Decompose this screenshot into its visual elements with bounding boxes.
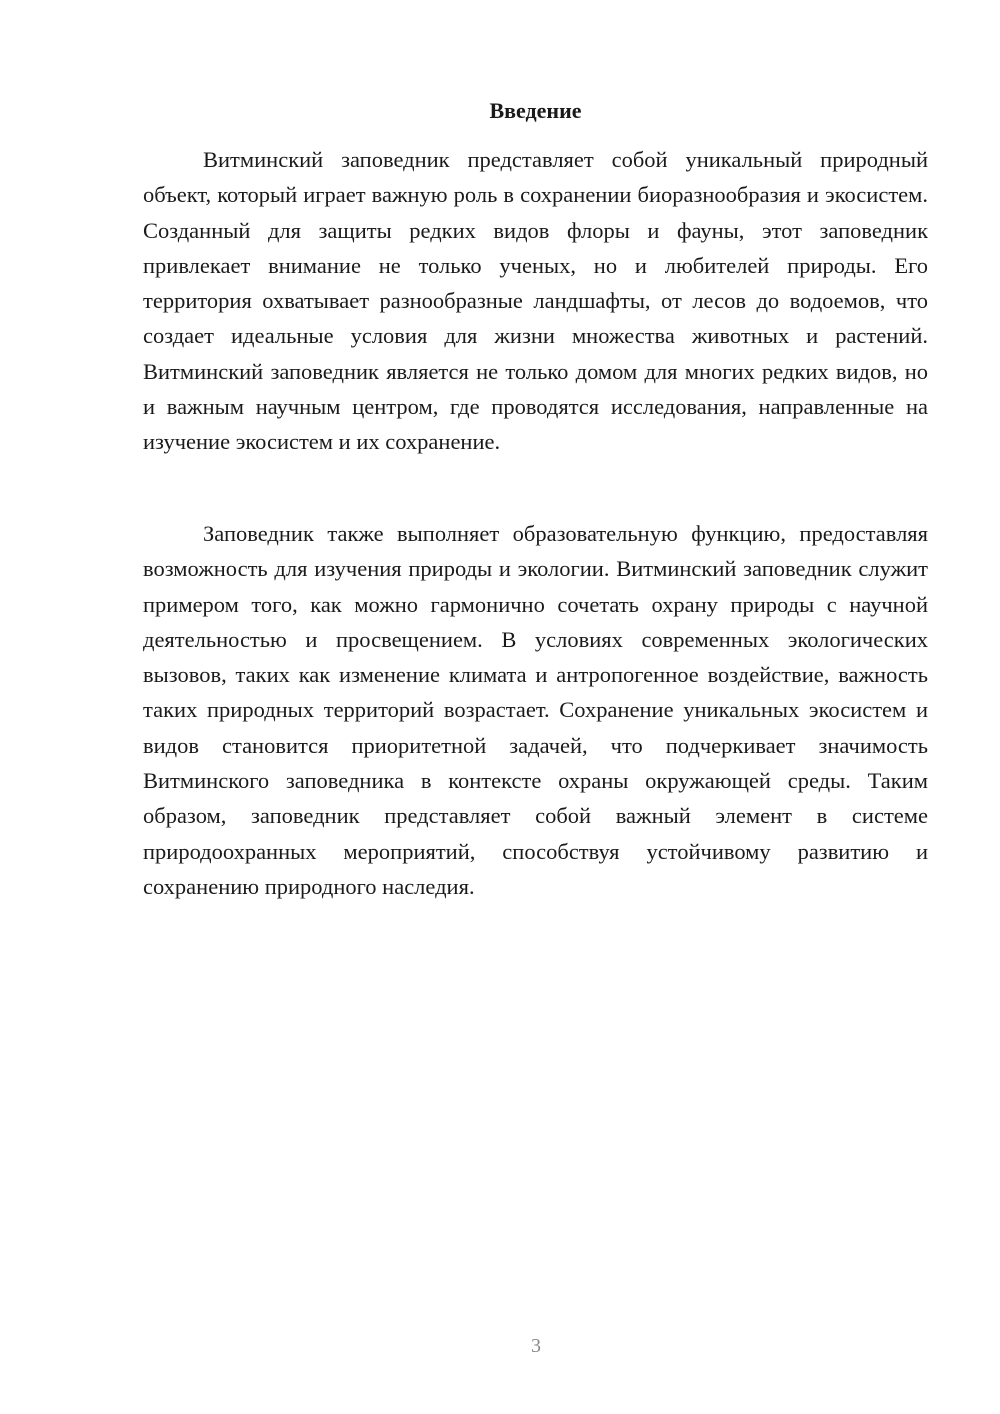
paragraph-1: Витминский заповедник представляет собой уникальный природный объект, который играет важную роль в сохранении биоразнообразия и экосистем. Созданный для защиты редких видов флоры и фауны, этот заповедник привлекает внимание не только ученых, но и любителей природы. Его территория охватывает разнообразные ландшафты, от лесов до водоемов, что создает идеальные условия для жизни множества животных и растений. Витминский заповедник является не только домом для многих редких видов, но и важным научным центром, где проводятся исследования, направленные на изучение экосистем и их сохранение. bbox=[143, 147, 928, 455]
section-heading: Введение bbox=[489, 98, 582, 123]
page-number: 3 bbox=[531, 1335, 541, 1357]
paragraph-2: Заповедник также выполняет образовательную функцию, предоставляя возможность для изучения природы и экологии. Витминский заповедник служит примером того, как можно гармонично сочетать охрану природы с научной деятельностью и просвещением. В условиях современных экологических вызовов, таких как изменение климата и антропогенное воздействие, важность таких природных территорий возрастает. Сохранение уникальных экосистем и видов становится приоритетной задачей, что подчеркивает значимость Витминского заповедника в контексте охраны окружающей среды. Таким образом, заповедник представляет собой важный элемент в системе природоохранных мероприятий, способствуя устойчивому развитию и сохранению природного наследия. bbox=[143, 521, 928, 899]
